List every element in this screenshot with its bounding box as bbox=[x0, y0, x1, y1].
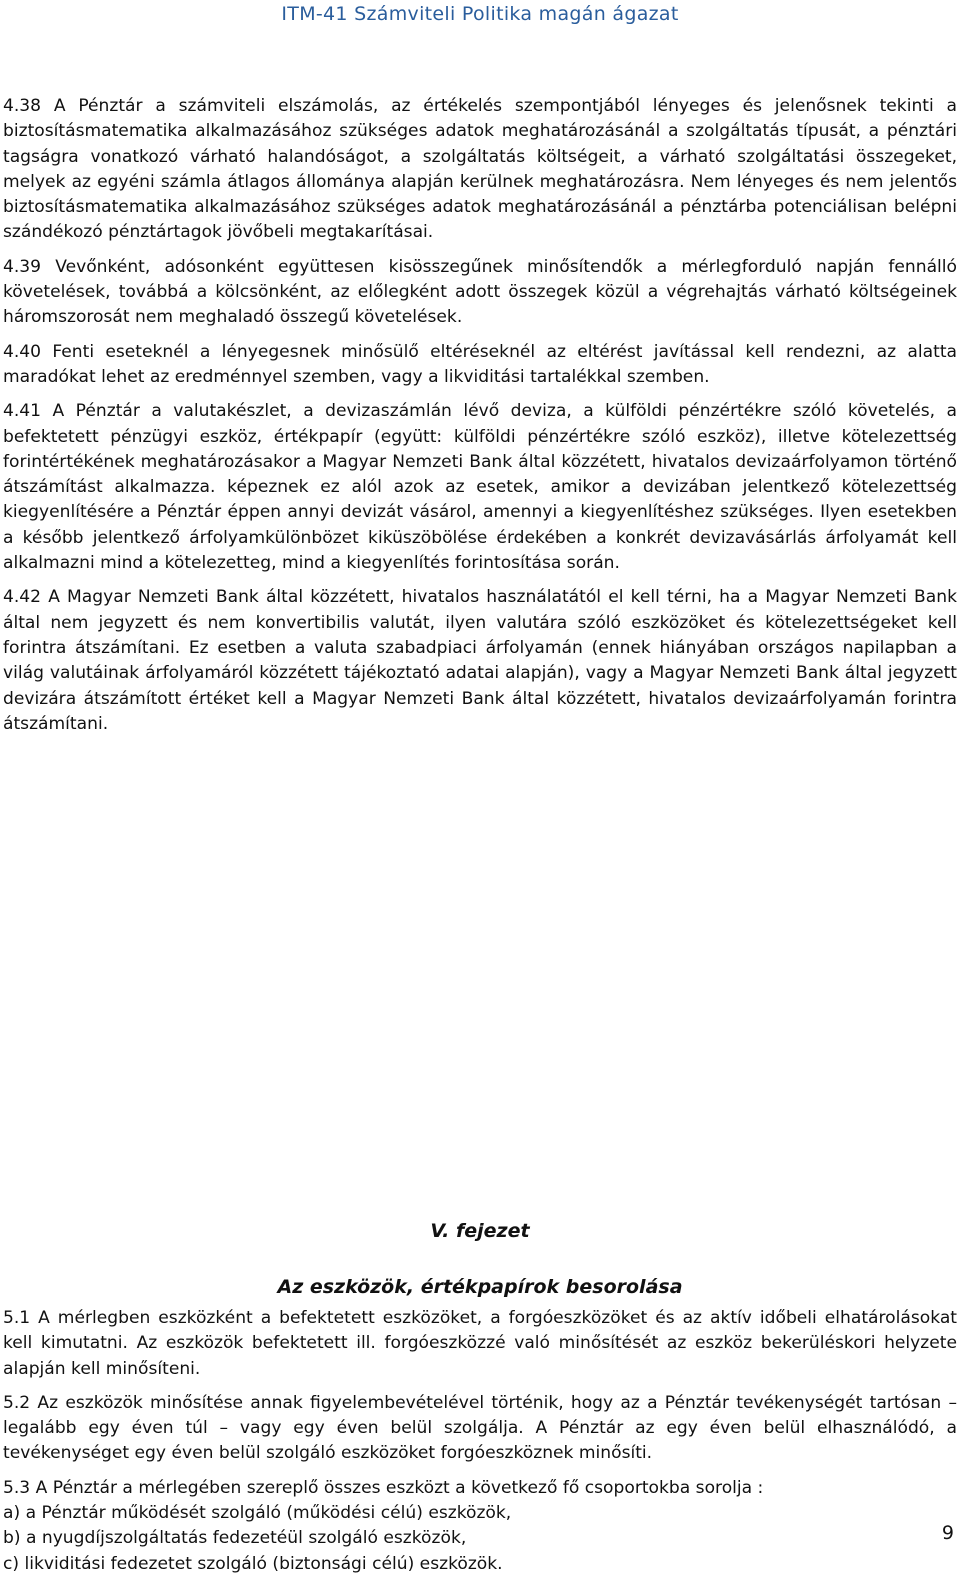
document-body bbox=[3, 94, 957, 737]
section-4-42: 4.42 A Magyar Nemzeti Bank által közzétett, hivatalos használatától el kell térni, ha a Magyar Nemzeti Bank által nem jegyzett és nem konvertibilis valutát, ilyen valutára szóló eszközöket és kötelezettségeket kell forintra átszámítani. Ez esetben a valuta szabadpiaci árfolyamán (ennek hiányában országos napilapban a világ valutáinak árfolyamáról közzétett tájékoztató adatai alapján), vagy a Magyar Nemzeti Bank által jegyzett devizára átszámított értéket kell a Magyar Nemzeti Bank által közzétett, hivatalos devizaárfolyamán forintra átszámítani. bbox=[3, 587, 957, 734]
chapter-number: V. fejezet bbox=[430, 1220, 530, 1242]
section-5-2: 5.2 Az eszközök minősítése annak figyelembevételével történik, hogy az a Pénztár tevékenységét tartósan – legalább egy éven túl – vagy egy éven belül szolgálja. A Pénztár az egy éven belül elhasználódó, a tevékenységet egy éven belül szolgáló eszközöket forgóeszköznek minősíti. bbox=[3, 1392, 957, 1464]
list-item: c) likviditási fedezetet szolgáló (biztonsági célú) eszközök. bbox=[3, 1553, 503, 1574]
section-4-40: 4.40 Fenti eseteknél a lényegesnek minősülő eltéréseknél az eltérést javítással kell rendezni, az alatta maradókat lehet az eredménnyel szemben, vagy a likviditási tartalékkal szemben. bbox=[3, 341, 957, 387]
list-item: a) a Pénztár működését szolgáló (működési célú) eszközök, bbox=[3, 1503, 512, 1524]
list-item: b) a nyugdíjszolgáltatás fedezetéül szolgáló eszközök, bbox=[3, 1528, 467, 1549]
page-header: ITM-41 Számviteli Politika magán ágazat bbox=[281, 3, 679, 25]
chapter-block bbox=[0, 1220, 960, 1577]
section-5-1: 5.1 A mérlegben eszközként a befektetett eszközöket, a forgóeszközöket és az aktív időbeli elhatárolásokat kell kimutatni. Az eszközök befektetett ill. forgóeszközzé való minősítését az eszköz bekerüléskori helyzete alapján kell minősíteni. bbox=[3, 1308, 957, 1379]
section-4-39: 4.39 Vevőnként, adósonként együttesen kisösszegűnek minősítendők a mérlegforduló napján fennálló követelések, továbbá a kölcsönként, az előlegként adott összegek közül a végrehajtás várható költségeinek háromszorosát nem meghaladó összegű követelések. bbox=[3, 256, 957, 328]
section-5-3 bbox=[3, 1476, 957, 1577]
section-4-41: 4.41 A Pénztár a valutakészlet, a devizaszámlán lévő deviza, a külföldi pénzértékre szóló követelés, a befektetett pénzügyi eszköz, értékpapír (együtt: külföldi pénzértékre szóló eszköz), illetve kötelezettség forintértékének meghatározásakor a Magyar Nemzeti Bank által közzétett, hivatalos devizaárfolyamon történő átszámítást alkalmazza. képeznek ez alól azok az esetek, amikor a devizában jelentkező kötelezettség kiegyenlítésére a Pénztár éppen annyi devizát vásárol, amennyi a kiegyenlítéshez szükséges. Ilyen esetekben a később jelentkező árfolyamkülönbözet kiküszöbölése érdekében a konkrét devizavásárlás árfolyamát kell alkalmazni mind a kötelezetteg, mind a kiegyenlítés forintosítása során. bbox=[3, 401, 957, 574]
section-5-3-intro: 5.3 A Pénztár a mérlegében szereplő összes eszközt a következő fő csoportokba sorolja : bbox=[3, 1477, 764, 1498]
page-number: 9 bbox=[941, 1522, 954, 1544]
section-4-38: 4.38 A Pénztár a számviteli elszámolás, az értékelés szempontjából lényeges és jelenősnek tekinti a biztosításmatematika alkalmazásához szükséges adatok meghatározásánál a szolgáltatás típusát, a pénztári tagságra vonatkozó várható halandóságot, a szolgáltatás költségeit, a várható szolgáltatási összegeket, melyek az egyéni számla átlagos állománya alapján kerülnek meghatározásra. Nem lényeges és nem jelentős biztosításmatematika alkalmazásához szükséges adatok meghatározásánál a pénztárba potenciálisan belépni szándékozó pénztártagok jövőbeli megtakarításai. bbox=[3, 96, 957, 243]
chapter-title: Az eszközök, értékpapírok besorolása bbox=[277, 1276, 683, 1298]
chapter-body bbox=[0, 1298, 960, 1577]
